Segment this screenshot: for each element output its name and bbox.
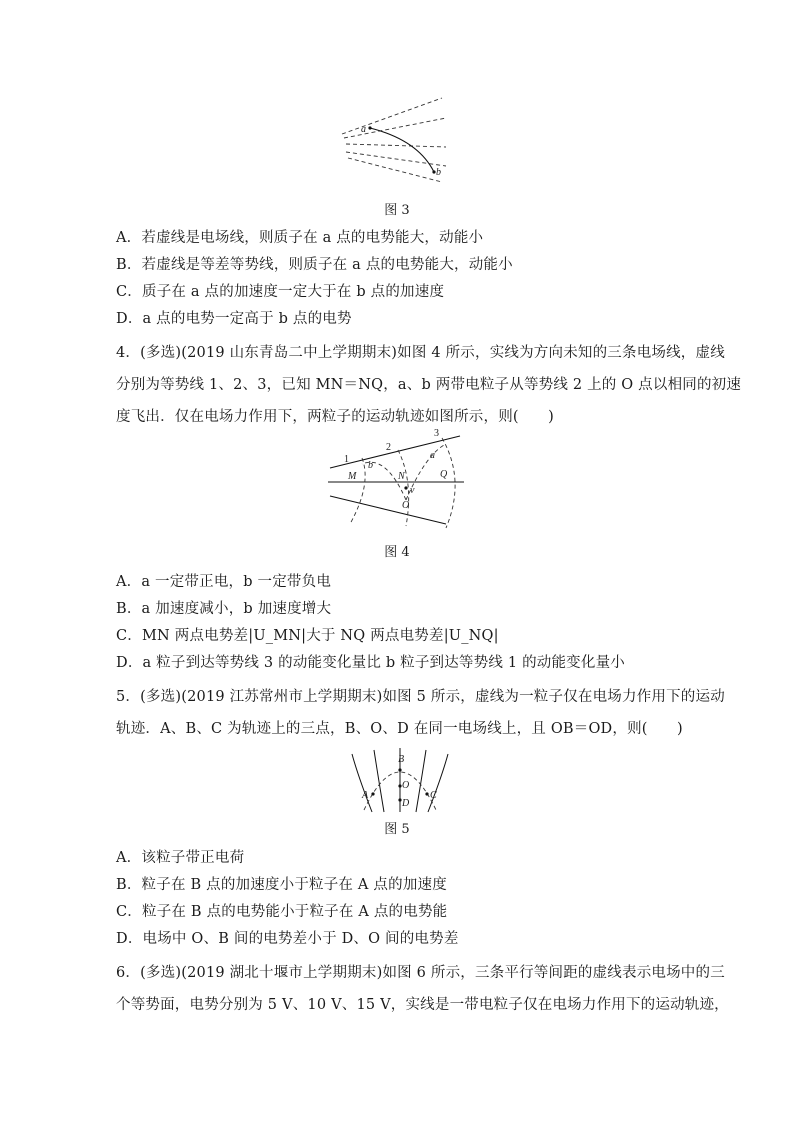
field-line-1 — [342, 98, 442, 134]
equipotential-1 — [350, 458, 365, 524]
q5-option-b: B．粒子在 B 点的加速度小于粒子在 A 点的加速度 — [116, 877, 447, 893]
q3-option-d: D．a 点的电势一定高于 b 点的电势 — [116, 311, 352, 327]
q3-option-c: C．质子在 a 点的加速度一定大于在 b 点的加速度 — [116, 284, 445, 300]
q4-option-b: B．a 加速度减小，b 加速度增大 — [116, 601, 332, 617]
label-a: a — [430, 450, 435, 461]
label-b: b — [436, 167, 441, 178]
figure-4-diagram — [322, 424, 472, 530]
q4-stem-line-3: 度飞出．仅在电场力作用下，两粒子的运动轨迹如图所示，则( ) — [116, 409, 555, 425]
label-M: M — [348, 471, 357, 482]
field-line-top — [330, 436, 460, 468]
point-O — [404, 486, 407, 489]
label-Q: Q — [440, 469, 448, 480]
q4-stem-line-1: 4．(多选)(2019 山东青岛二中上学期期末)如图 4 所示，实线为方向未知的三条电场线，虚线 — [116, 345, 725, 361]
point-A — [371, 792, 374, 795]
field-line-right-inner — [416, 750, 426, 812]
q5-option-a: A．该粒子带正电荷 — [116, 850, 245, 866]
field-line-left-outer — [352, 754, 372, 812]
q4-option-d: D．a 粒子到达等势线 3 的动能变化量比 b 粒子到达等势线 1 的动能变化量小 — [116, 655, 625, 671]
label-O: O — [402, 500, 410, 511]
label-D: D — [402, 798, 410, 809]
field-line-left-inner — [374, 750, 384, 812]
point-B — [398, 768, 401, 771]
q4-option-a: A．a 一定带正电，b 一定带负电 — [116, 574, 332, 590]
q5-option-d: D．电场中 O、B 间的电势差小于 D、O 间的电势差 — [116, 931, 459, 947]
q5-stem-line-2: 轨迹．A、B、C 为轨迹上的三点，B、O、D 在同一电场线上，且 OB＝OD，则( ) — [116, 721, 683, 737]
q3-option-a: A．若虚线是电场线，则质子在 a 点的电势能大，动能小 — [116, 230, 484, 246]
q6-stem-line-1: 6．(多选)(2019 湖北十堰市上学期期末)如图 6 所示，三条平行等间距的虚线表示电场中的三 — [116, 965, 725, 981]
label-B: B — [398, 754, 405, 765]
label-b: b — [368, 460, 373, 471]
figure-3-diagram — [330, 92, 460, 188]
q5-stem-line-1: 5．(多选)(2019 江苏常州市上学期期末)如图 5 所示，虚线为一粒子仅在电场力作用下的运动 — [116, 689, 725, 705]
figure-5-caption: 图 5 — [384, 822, 410, 837]
field-line-right-outer — [428, 754, 448, 812]
figure-5-diagram — [344, 746, 454, 816]
field-line-2 — [344, 118, 446, 138]
label-C: C — [430, 790, 437, 801]
q4-stem-line-2: 分别为等势线 1、2、3，已知 MN＝NQ，a、b 两带电粒子从等势线 2 上的 O 点以相同的初速 — [116, 377, 742, 393]
equipotential-3 — [442, 438, 455, 528]
q3-option-b: B．若虚线是等差等势线，则质子在 a 点的电势能大，动能小 — [116, 257, 513, 273]
label-3: 3 — [434, 428, 439, 439]
label-A: A — [362, 790, 369, 801]
field-line-3 — [346, 144, 446, 147]
field-line-4 — [346, 152, 446, 166]
q6-stem-line-2: 个等势面，电势分别为 5 V、10 V、15 V，实线是一带电粒子仅在电场力作用下的运动轨迹， — [116, 997, 729, 1013]
figure-4-caption: 图 4 — [384, 545, 410, 560]
q5-option-c: C．粒子在 B 点的电势能小于粒子在 A 点的电势能 — [116, 904, 448, 920]
point-a — [368, 126, 371, 129]
label-a: a — [361, 124, 366, 135]
label-O: O — [402, 780, 410, 791]
label-N: N — [398, 471, 405, 482]
point-C — [425, 792, 428, 795]
figure-3-caption: 图 3 — [384, 203, 410, 218]
trajectory — [370, 128, 434, 172]
label-v: v — [410, 485, 415, 496]
label-1: 1 — [344, 454, 349, 465]
label-2: 2 — [386, 442, 391, 453]
q4-option-c: C．MN 两点电势差|U_MN|大于 NQ 两点电势差|U_NQ| — [116, 628, 499, 644]
field-line-bottom — [330, 496, 446, 524]
